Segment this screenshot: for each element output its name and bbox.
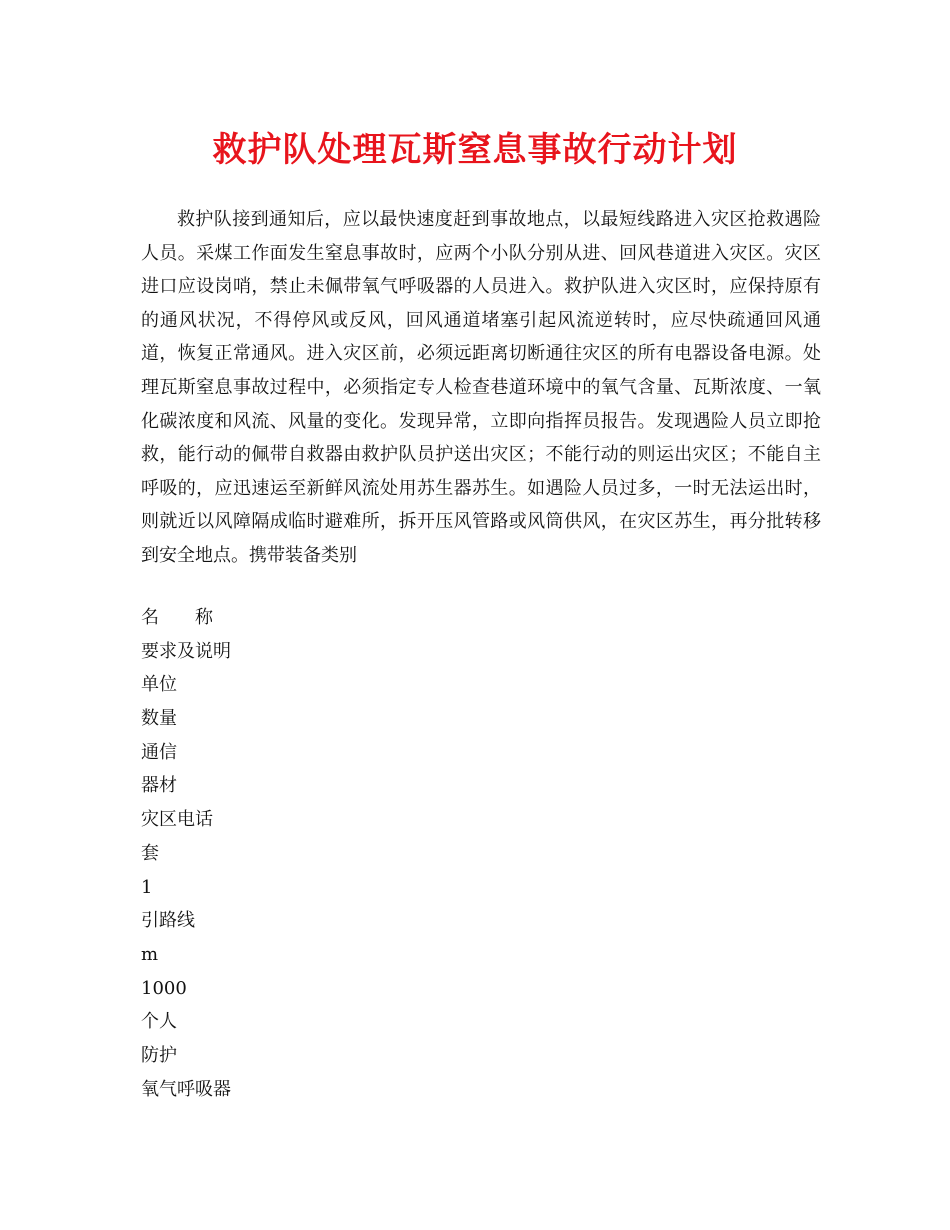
body-paragraph: 救护队接到通知后，应以最快速度赶到事故地点，以最短线路进入灾区抢救遇险人员。采煤工作面发生窒息事故时，应两个小队分别从进、回风巷道进入灾区。灾区进口应设岗哨，禁止未佩带氧气呼吸器的人员进入。救护队进入灾区时，应保持原有的通风状况，不得停风或反风，回风通道堵塞引起风流逆转时，应尽快疏通回风通道，恢复正常通风。进入灾区前，必须远距离切断通往灾区的所有电器设备电源。处理瓦斯窒息事故过程中，必须指定专人检查巷道环境中的氧气含量、瓦斯浓度、一氧化碳浓度和风流、风量的变化。发现异常，立即向指挥员报告。发现遇险人员立即抢救，能行动的佩带自救器由救护队员护送出灾区；不能行动的则运出灾区；不能自主呼吸的，应迅速运至新鲜风流处用苏生器苏生。如遇险人员过多，一时无法运出时，则就近以风障隔成临时避难所，拆开压风管路或风筒供风，在灾区苏生，再分批转移到安全地点。携带装备类别	[141, 209, 821, 566]
table-line: 器材	[141, 775, 177, 797]
table-line: 套	[141, 842, 159, 864]
table-line: 要求及说明	[141, 640, 231, 662]
table-line: 通信	[141, 741, 177, 763]
table-line: 防护	[141, 1044, 177, 1066]
table-line: 引路线	[141, 910, 195, 932]
table-line: 氧气呼吸器	[141, 1078, 231, 1100]
table-line: 1000	[141, 977, 187, 999]
table-line: 单位	[141, 674, 177, 696]
document-title: 救护队处理瓦斯窒息事故行动计划	[212, 130, 738, 170]
table-line: 数量	[141, 708, 177, 730]
table-line: 个人	[141, 1011, 177, 1033]
table-line: 1	[141, 876, 153, 898]
equipment-table-text	[141, 601, 821, 1106]
table-line: 名 称	[141, 607, 213, 628]
table-line: m	[141, 943, 159, 965]
table-line: 灾区电话	[141, 809, 213, 831]
